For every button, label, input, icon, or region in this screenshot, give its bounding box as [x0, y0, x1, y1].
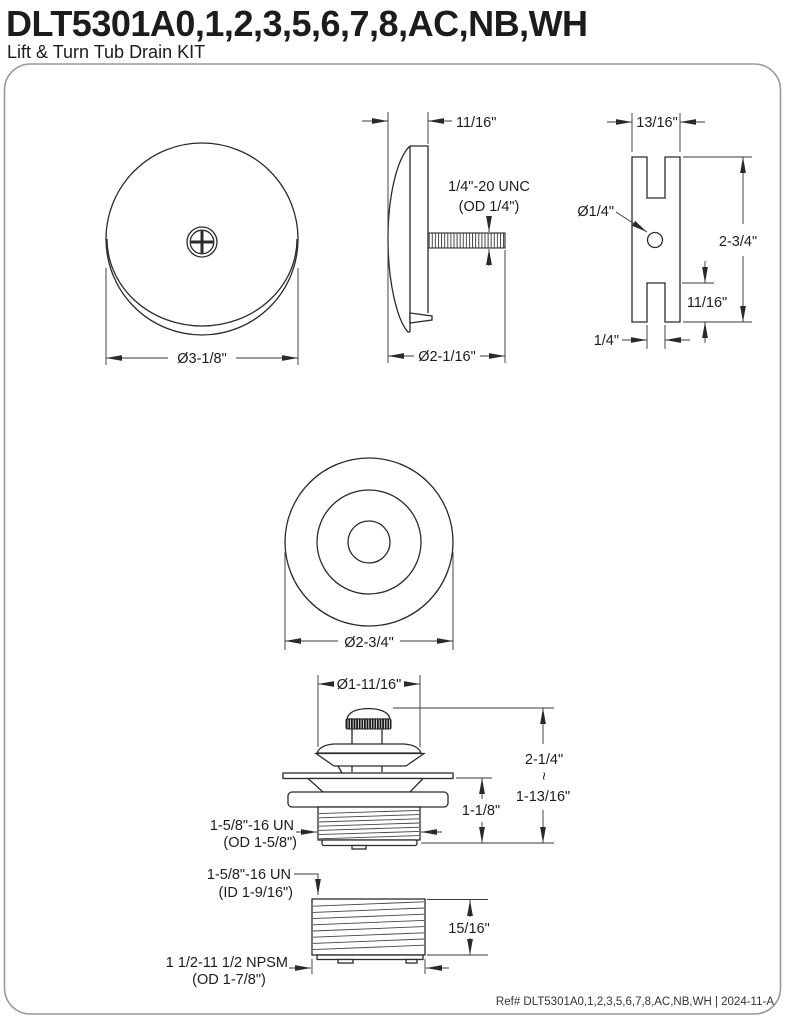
body-bottom-tab [352, 846, 366, 850]
body-height-label: 1-1/8" [461, 803, 501, 819]
stopper-cap-top [317, 744, 421, 753]
shoe-id-callout [207, 867, 318, 901]
faceplate-diameter-label: Ø3-1/8" [177, 351, 227, 367]
bracket-width-dimension [607, 113, 705, 152]
bracket-slot-depth-label: 11/16" [686, 295, 728, 311]
bracket-outline [632, 157, 680, 322]
flange-inner-circle [348, 521, 390, 563]
cam-slot-line [338, 766, 342, 773]
thickness-label: 11/16" [456, 115, 497, 131]
phillips-screw [187, 227, 217, 257]
faceplate-foot-tab [410, 313, 432, 323]
flange-plate [283, 773, 453, 779]
faceplate-front-view [106, 143, 298, 367]
stud-thread-label-1: 1/4"-20 UNC [448, 179, 530, 195]
shoe-bottom-lip [317, 955, 423, 960]
shoe-view [166, 867, 490, 988]
knob-knurl-band [346, 719, 391, 729]
height-tilde: ~ [535, 771, 551, 781]
flange-outer-circle [285, 458, 453, 626]
shoe-tab-left [338, 960, 353, 964]
shoe-height-dimension [427, 900, 490, 956]
shoe-npsm-label-2: (OD 1-7/8") [192, 972, 266, 988]
stopper-cap-skirt [316, 754, 424, 767]
bracket-width-label: 13/16" [636, 115, 678, 131]
height-max-label: 2-1/4" [524, 752, 564, 768]
flange-mid-circle [317, 490, 421, 594]
overall-depth-label: Ø2-1/16" [418, 349, 476, 365]
shoe-tab-right [406, 960, 417, 964]
bracket-height-label: 2-3/4" [718, 234, 758, 250]
faceplate-diameter-dimension [106, 268, 298, 367]
bracket-hole-callout [577, 204, 647, 232]
knob-dome [347, 709, 390, 720]
threaded-stud [428, 233, 505, 248]
shoe-thread-label-2: (ID 1-9/16") [218, 885, 293, 901]
seal-washer [288, 792, 448, 807]
faceplate-dome-curve [388, 146, 410, 332]
page-subtitle: Lift & Turn Tub Drain KIT [7, 42, 206, 62]
stopper-thread-label-2: (OD 1-5/8") [223, 835, 297, 851]
shoe-height-label: 15/16" [448, 921, 490, 937]
reference-number: Ref# DLT5301A0,1,2,3,5,6,7,8,AC,NB,WH | 2024-11-A [495, 996, 774, 1008]
flange-diameter-label: Ø2-3/4" [344, 635, 394, 651]
stud-thread-label-2: (OD 1/4") [458, 199, 520, 215]
body-bottom-lip [322, 840, 417, 846]
bracket-slot-depth-dimension [682, 261, 727, 343]
bracket-hole [648, 233, 663, 248]
body-height-dimension [456, 778, 500, 843]
stopper-assembly-view [210, 675, 570, 851]
flange-neck [308, 779, 423, 793]
page-title: DLT5301A0,1,2,3,5,6,7,8,AC,NB,WH [6, 3, 588, 44]
faceplate-back-edge [410, 146, 428, 313]
stopper-thread-label-1: 1-5/8"-16 UN [209, 818, 294, 834]
stud-thread-callout [448, 179, 530, 266]
shoe-thread-label-1: 1-5/8"-16 UN [206, 867, 291, 883]
bracket-slot-width-label: 1/4" [593, 333, 619, 349]
bracket-slot-width-dimension [594, 325, 690, 349]
shoe-npsm-label-1: 1 1/2-11 1/2 NPSM [165, 955, 288, 971]
flange-front-view [285, 458, 453, 651]
cap-diameter-label: Ø1-11/16" [336, 677, 402, 693]
bracket-view [577, 113, 757, 349]
height-min-label: 1-13/16" [515, 789, 571, 805]
overall-depth-dimension [388, 250, 505, 365]
sheet-border [5, 64, 781, 1014]
bracket-hole-label: Ø1/4" [577, 204, 614, 220]
faceplate-side-view [362, 112, 530, 365]
